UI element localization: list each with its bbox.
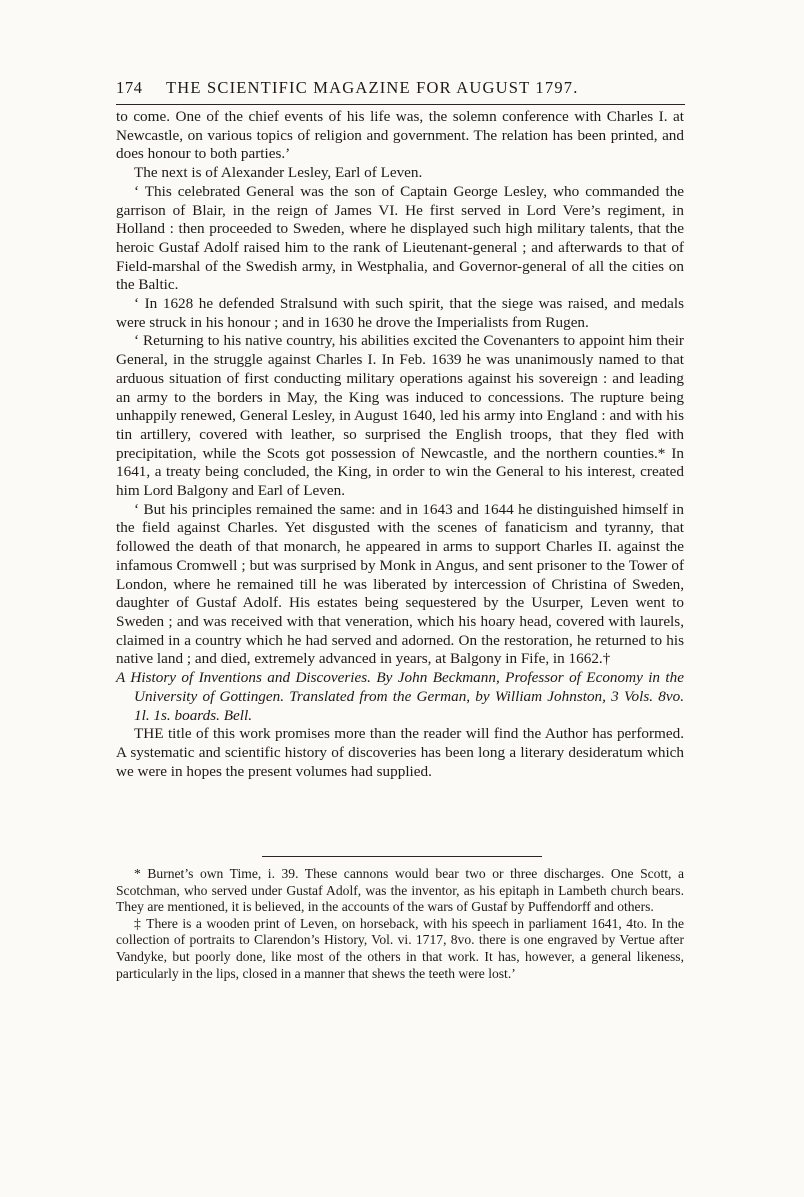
- footnote-rule: [262, 856, 542, 857]
- footnote-portrait: ‡ There is a wooden print of Leven, on horseback, with his speech in parliament 1641, 4to. In the collection of portraits to Clarendon’s History, Vol. vi. 1717, 8vo. there is one engraved by Vertue after Vandyke, but poorly done, like most of the others in that work. It has, however, a general likeness, particularly in the lips, closed in a manner that shews the teeth were lost.’: [116, 915, 684, 981]
- paragraph-stralsund: ‘ In 1628 he defended Stralsund with such spirit, that the siege was raised, and medals were struck in his honour ; and in 1630 he drove the Imperialists from Rugen.: [116, 295, 684, 331]
- paragraph-continuation: to come. One of the chief events of his life was, the solemn conference with Charles I. at Newcastle, on various topics of religion and government. The relation has been printed, and does honour to both parties.’: [116, 108, 684, 163]
- running-header: [116, 78, 682, 98]
- paragraph-covenanters: ‘ Returning to his native country, his abilities excited the Covenanters to appoint him their General, in the struggle against Charles I. In Feb. 1639 he was unanimously named to that arduous situation of first conducting military operations against his sovereign : and leading an army to the borders in May, the King was induced to concessions. The rupture being unhappily renewed, General Lesley, in August 1640, led his army into England : and with his tin artillery, covered with leather, so surprised the English troops, that they fled with precipitation, while the Scots got possession of Newcastle, and the northern counties.* In 1641, a treaty being concluded, the King, in order to win the General to his interest, created him Lord Balgony and Earl of Leven.: [116, 332, 684, 500]
- paragraph-lesley-career: ‘ This celebrated General was the son of Captain George Lesley, who commanded the garrison of Blair, in the reign of James VI. He first served in Lord Vere’s regiment, in Holland : then proceeded to Sweden, where he displayed such high military talents, that the heroic Gustaf Adolf raised him to the rank of Lieutenant-general ; and afterwards to that of Field-marshal of the Swedish army, in Westphalia, and Governor-general of all the cities on the Baltic.: [116, 182, 684, 294]
- header-rule: [116, 104, 685, 105]
- running-title: THE SCIENTIFIC MAGAZINE FOR AUGUST 1797.: [166, 78, 579, 97]
- footnotes: [116, 866, 684, 982]
- footnote-burnet: * Burnet’s own Time, i. 39. These cannons would bear two or three discharges. One Scott, a Scotchman, who served under Gustaf Adolf, was the inventor, as his epitaph in Lambeth church bears. They are mentioned, it is believed, in the accounts of the wars of Gustaf by Puffendorff and others.: [116, 866, 684, 915]
- article-body: [116, 108, 684, 781]
- page-number: 174: [116, 78, 143, 97]
- review-text: THE title of this work promises more than the reader will find the Author has performed. A systematic and scientific history of discoveries has been long a literary desideratum which we were in hopes the present volumes had supplied.: [116, 725, 684, 780]
- review-heading: A History of Inventions and Discoveries. By John Beckmann, Professor of Economy in the University of Gottingen. Translated from the German, by William Johnston, 3 Vols. 8vo. 1l. 1s. boards. Bell.: [116, 669, 684, 724]
- paragraph-later-life: ‘ But his principles remained the same: and in 1643 and 1644 he distinguished himself in the field against Charles. Yet disgusted with the scenes of fanaticism and tyranny, that followed the death of that monarch, he appeared in arms to support Charles II. against the infamous Cromwell ; but was surprised by Monk in Angus, and sent prisoner to the Tower of London, where he remained till he was liberated by intercession of Christina of Sweden, daughter of Gustaf Adolf. His estates being sequestered by the Usurper, Leven went to Sweden ; and was received with that veneration, which his hoary head, covered with laurels, claimed in a country which he had served and adorned. On the restoration, he returned to his native land ; and died, extremely advanced in years, at Balgony in Fife, in 1662.†: [116, 500, 684, 668]
- paragraph-intro-lesley: The next is of Alexander Lesley, Earl of Leven.: [134, 164, 423, 182]
